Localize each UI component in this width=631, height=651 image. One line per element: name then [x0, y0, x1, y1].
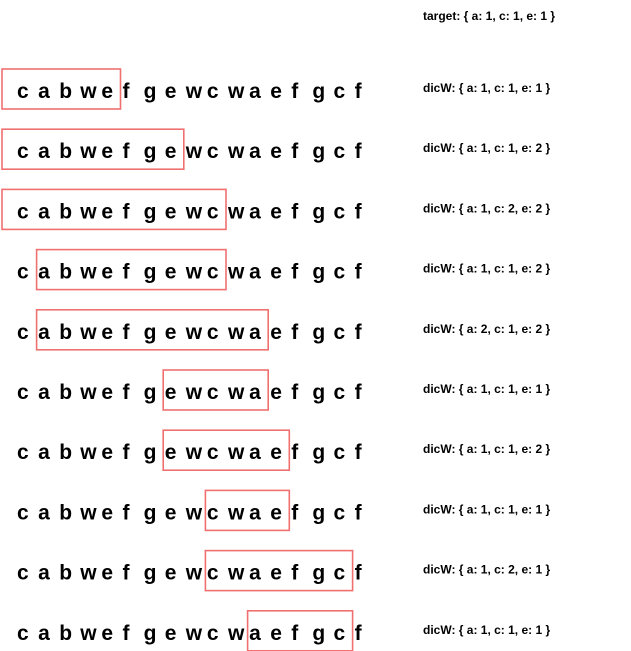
sequence-char: e [270, 441, 282, 465]
sequence-char: b [59, 441, 73, 465]
sequence-char: g [312, 381, 326, 404]
sequence-char: c [17, 200, 29, 224]
sequence-char: w [228, 140, 245, 164]
sequence-char: b [59, 320, 73, 344]
sequence-char: c [206, 320, 219, 344]
sequence-char: a [38, 320, 50, 344]
sequence-char: f [291, 501, 299, 525]
sequence-char: w [228, 260, 245, 284]
sequence-char: c [333, 200, 346, 224]
sequence-char: b [59, 621, 73, 645]
sequence-char: c [333, 501, 346, 525]
sequence-char: e [101, 441, 114, 465]
sequence-char: g [143, 501, 157, 525]
sequence-char: w [185, 501, 203, 525]
sequence-char: a [249, 80, 261, 103]
sequence-char: b [59, 80, 73, 103]
sequence-char: a [38, 140, 50, 164]
sequence-char: w [80, 260, 97, 284]
sequence-char: e [164, 441, 177, 465]
sequence-char: g [143, 441, 157, 465]
sequence-char: e [164, 200, 177, 224]
sequence-char: e [101, 260, 114, 284]
window-row [17, 370, 550, 410]
sequence-char: c [206, 140, 219, 164]
sequence-char: a [249, 381, 261, 404]
dicw-label: dicW: { a: 1, c: 2, e: 2 } [423, 201, 551, 216]
sequence-char: a [38, 501, 50, 525]
window-row [17, 310, 550, 350]
sequence-char: g [312, 441, 326, 465]
sequence-char: e [270, 381, 282, 404]
sequence-char: c [333, 140, 346, 164]
sequence-char: b [59, 381, 73, 404]
sequence-char: w [185, 621, 203, 645]
sequence-char: f [354, 140, 362, 164]
sequence-char: w [228, 80, 245, 103]
sequence-char: g [312, 561, 326, 585]
sequence-char: e [270, 260, 282, 284]
sequence-char: w [185, 260, 203, 284]
sequence-char: e [101, 320, 114, 344]
sequence-char: c [17, 561, 29, 585]
sequence-char: f [291, 260, 299, 284]
sequence-char: f [354, 381, 362, 404]
sequence-char: f [122, 441, 130, 465]
sequence-char: e [164, 140, 177, 164]
sequence-char: a [38, 381, 50, 404]
sequence-char: b [59, 140, 73, 164]
sequence-char: w [185, 80, 203, 103]
sequence-char: w [228, 320, 245, 344]
window-rows [2, 69, 550, 651]
sequence-char: f [122, 561, 130, 585]
sequence-char: a [38, 441, 50, 465]
sequence-char: f [291, 561, 299, 585]
sequence-char: w [185, 320, 203, 344]
sequence-char: a [38, 200, 50, 224]
sequence-char: e [270, 80, 282, 103]
sequence-char: g [143, 381, 157, 404]
sequence-char: e [164, 621, 177, 645]
sequence-char: e [101, 200, 114, 224]
sequence-char: a [249, 441, 261, 465]
sequence-char: c [333, 441, 346, 465]
dicw-label: dicW: { a: 1, c: 1, e: 1 } [423, 502, 551, 517]
sequence-char: a [249, 140, 261, 164]
sequence-char: e [270, 140, 282, 164]
dicw-label: dicW: { a: 1, c: 1, e: 1 } [423, 622, 551, 637]
sequence-char: f [354, 621, 362, 645]
sequence-char: f [122, 320, 130, 344]
sequence-char: f [354, 501, 362, 525]
sequence-char: a [249, 561, 261, 585]
sequence-char: f [291, 80, 299, 103]
sequence-char: e [164, 561, 177, 585]
dicw-label: dicW: { a: 1, c: 1, e: 2 } [423, 261, 551, 276]
sequence-char: w [228, 200, 245, 224]
sequence-char: w [228, 501, 245, 525]
sequence-char: c [206, 561, 219, 585]
sequence-char: a [38, 561, 50, 585]
sequence-char: e [270, 320, 282, 344]
sequence-char: a [249, 260, 261, 284]
sequence-char: a [38, 621, 50, 645]
sequence-char: f [291, 320, 299, 344]
sequence-char: w [80, 381, 97, 404]
sequence-char: b [59, 561, 73, 585]
sequence-char: e [270, 561, 282, 585]
sequence-char: c [17, 140, 29, 164]
sequence-char: w [185, 441, 203, 465]
sequence-char: c [206, 260, 219, 284]
sequence-char: g [312, 140, 326, 164]
sequence-char: e [270, 200, 282, 224]
sequence-char: f [122, 501, 130, 525]
sequence-char: c [333, 561, 346, 585]
sequence-char: c [206, 441, 219, 465]
sequence-char: c [17, 320, 29, 344]
sequence-char: e [164, 381, 177, 404]
sequence-char: w [228, 561, 245, 585]
sequence-char: g [143, 561, 157, 585]
sequence-char: c [333, 260, 346, 284]
dicw-label: dicW: { a: 1, c: 2, e: 1 } [423, 562, 551, 577]
sequence-char: a [38, 80, 50, 103]
sequence-char: f [122, 621, 130, 645]
sequence-char: c [206, 200, 219, 224]
sequence-char: a [249, 320, 261, 344]
sequence-char: g [143, 140, 157, 164]
sequence-char: e [164, 80, 177, 103]
sequence-char: e [164, 260, 177, 284]
sequence-char: b [59, 501, 73, 525]
sequence-char: w [185, 561, 203, 585]
sequence-char: g [312, 80, 326, 103]
sequence-char: c [17, 80, 29, 103]
sequence-char: w [228, 621, 245, 645]
sequence-char: g [312, 260, 326, 284]
sequence-char: f [122, 140, 130, 164]
sequence-char: w [80, 441, 97, 465]
sequence-char: c [17, 621, 29, 645]
sequence-char: b [59, 200, 73, 224]
sequence-char: c [206, 621, 219, 645]
sequence-char: e [101, 80, 114, 103]
sequence-char: f [122, 381, 130, 404]
sequence-char: c [333, 320, 346, 344]
sequence-char: g [143, 320, 157, 344]
target-label: target: { a: 1, c: 1, e: 1 } [423, 9, 556, 23]
sequence-char: g [312, 200, 326, 224]
sequence-char: w [185, 381, 203, 404]
window-row [17, 490, 550, 530]
sequence-char: c [206, 80, 219, 103]
sequence-char: f [354, 561, 362, 585]
sequence-char: c [17, 501, 29, 525]
sequence-char: f [122, 200, 130, 224]
sequence-char: c [333, 381, 346, 404]
window-row [17, 250, 550, 290]
sequence-char: c [333, 621, 346, 645]
sequence-char: a [249, 621, 261, 645]
dicw-label: dicW: { a: 1, c: 1, e: 1 } [423, 81, 551, 95]
sequence-char: f [354, 200, 362, 224]
sequence-char: a [249, 200, 261, 224]
dicw-label: dicW: { a: 1, c: 1, e: 1 } [423, 382, 551, 396]
sequence-char: f [122, 260, 130, 284]
sequence-char: g [312, 501, 326, 525]
sequence-char: f [291, 140, 299, 164]
sequence-char: f [122, 80, 130, 103]
window-row [17, 551, 550, 591]
sequence-char: c [206, 381, 219, 404]
sequence-char: e [101, 140, 114, 164]
window-row [2, 129, 550, 169]
sequence-char: e [101, 561, 114, 585]
sequence-char: b [59, 260, 73, 284]
sequence-char: w [80, 621, 97, 645]
sequence-char: f [291, 441, 299, 465]
sequence-char: w [80, 200, 97, 224]
window-row [2, 69, 550, 109]
sequence-char: f [354, 441, 362, 465]
sequence-char: c [206, 501, 219, 525]
sequence-char: e [164, 320, 177, 344]
sequence-char: c [17, 441, 29, 465]
sequence-char: e [164, 501, 177, 525]
sequence-char: f [291, 200, 299, 224]
dicw-label: dicW: { a: 1, c: 1, e: 2 } [423, 141, 551, 156]
sequence-char: g [312, 621, 326, 645]
sequence-char: c [17, 260, 29, 284]
sequence-char: e [101, 501, 114, 525]
sequence-char: f [354, 320, 362, 344]
dicw-label: dicW: { a: 2, c: 1, e: 2 } [423, 321, 551, 336]
sequence-char: w [80, 561, 97, 585]
sequence-char: w [228, 441, 245, 465]
sequence-char: c [333, 80, 346, 103]
sequence-char: a [249, 501, 261, 525]
sequence-char: w [185, 200, 203, 224]
sequence-char: e [101, 381, 114, 404]
sequence-char: g [312, 320, 326, 344]
sequence-char: w [185, 140, 203, 164]
dicw-label: dicW: { a: 1, c: 1, e: 2 } [423, 442, 551, 457]
sequence-char: w [80, 140, 97, 164]
sequence-char: e [270, 501, 282, 525]
sequence-char: g [143, 621, 157, 645]
sequence-char: g [143, 80, 157, 103]
sequence-char: e [270, 621, 282, 645]
sequence-char: w [80, 501, 97, 525]
sequence-char: w [228, 381, 245, 404]
sequence-char: f [291, 621, 299, 645]
sequence-char: g [143, 260, 157, 284]
window-row [17, 611, 550, 651]
sequence-char: f [354, 260, 362, 284]
sequence-char: e [101, 621, 114, 645]
sequence-char: w [80, 80, 97, 103]
sequence-char: w [80, 320, 97, 344]
sequence-char: f [354, 80, 362, 103]
sequence-char: f [291, 381, 299, 404]
sequence-char: c [17, 381, 29, 404]
window-row [17, 430, 550, 470]
window-row [2, 189, 550, 229]
sequence-char: g [143, 200, 157, 224]
sequence-char: a [38, 260, 50, 284]
